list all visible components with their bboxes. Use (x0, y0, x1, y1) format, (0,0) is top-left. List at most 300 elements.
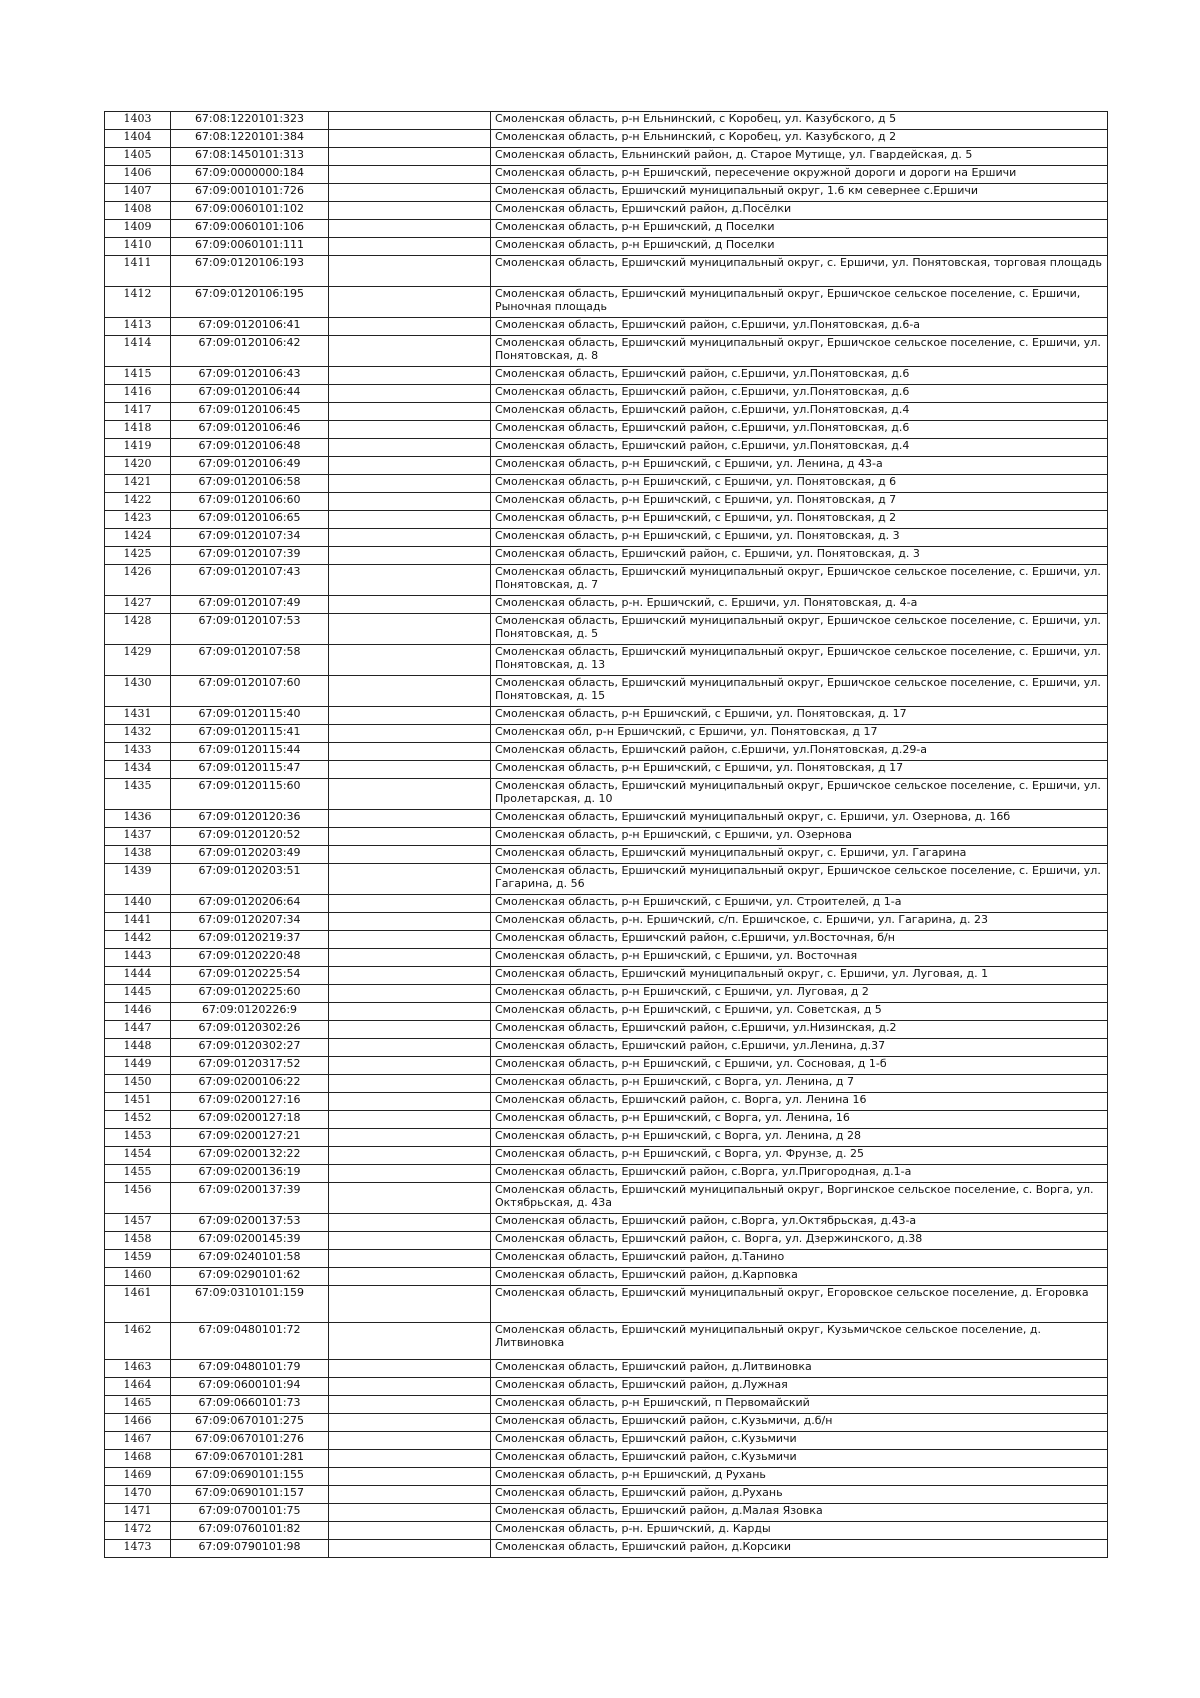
table-row (105, 421, 1108, 439)
table-row (105, 220, 1108, 238)
address-cell: Смоленская область, Ершичский район, д.Танино (491, 1250, 1108, 1268)
table-row (105, 761, 1108, 779)
cadastral-number-cell: 67:09:0120106:45 (171, 403, 329, 421)
row-number-cell: 1460 (105, 1268, 171, 1286)
blank-cell (329, 385, 491, 403)
cadastral-number-cell: 67:09:0670101:275 (171, 1414, 329, 1432)
cadastral-number-cell: 67:09:0120106:193 (171, 256, 329, 287)
blank-cell (329, 1021, 491, 1039)
table-row (105, 864, 1108, 895)
table-row (105, 202, 1108, 220)
blank-cell (329, 949, 491, 967)
address-cell: Смоленская область, р-н. Ершичский, с. Ершичи, ул. Понятовская, д. 4-а (491, 596, 1108, 614)
address-cell: Смоленская область, р-н Ельнинский, с Коробец, ул. Казубского, д 5 (491, 112, 1108, 130)
row-number-cell: 1472 (105, 1522, 171, 1540)
cadastral-number-cell: 67:09:0480101:72 (171, 1323, 329, 1360)
table-row (105, 1432, 1108, 1450)
address-cell: Смоленская область, Ершичский район, с.Ершичи, ул.Понятовская, д.6-а (491, 318, 1108, 336)
row-number-cell: 1431 (105, 707, 171, 725)
table-row (105, 1414, 1108, 1432)
table-row (105, 596, 1108, 614)
table-row (105, 645, 1108, 676)
address-cell: Смоленская область, Ершичский муниципальный округ, Егоровское сельское поселение, д. Егоровка (491, 1286, 1108, 1323)
cadastral-number-cell: 67:09:0120115:41 (171, 725, 329, 743)
cadastral-number-cell: 67:09:0120107:53 (171, 614, 329, 645)
row-number-cell: 1470 (105, 1486, 171, 1504)
address-cell: Смоленская область, Ершичский муниципальный округ, с. Ершичи, ул. Понятовская, торговая площадь (491, 256, 1108, 287)
blank-cell (329, 220, 491, 238)
address-cell: Смоленская область, Ершичский муниципальный округ, Кузьмичское сельское поселение, д. Литвиновка (491, 1323, 1108, 1360)
address-cell: Смоленская область, р-н Ершичский, с Ершичи, ул. Понятовская, д 2 (491, 511, 1108, 529)
blank-cell (329, 1003, 491, 1021)
cadastral-number-cell: 67:09:0120106:195 (171, 287, 329, 318)
table-row (105, 810, 1108, 828)
table-row (105, 511, 1108, 529)
address-cell: Смоленская область, р-н Ершичский, с Ершичи, ул. Озернова (491, 828, 1108, 846)
blank-cell (329, 1522, 491, 1540)
row-number-cell: 1441 (105, 913, 171, 931)
row-number-cell: 1403 (105, 112, 171, 130)
table-row (105, 1268, 1108, 1286)
blank-cell (329, 1147, 491, 1165)
cadastral-number-cell: 67:09:0120107:39 (171, 547, 329, 565)
table-row (105, 367, 1108, 385)
blank-cell (329, 645, 491, 676)
table-row (105, 1250, 1108, 1268)
table-row (105, 1075, 1108, 1093)
cadastral-number-cell: 67:09:0120302:27 (171, 1039, 329, 1057)
row-number-cell: 1405 (105, 148, 171, 166)
cadastral-number-cell: 67:08:1450101:313 (171, 148, 329, 166)
table-row (105, 287, 1108, 318)
table-row (105, 336, 1108, 367)
table-row (105, 493, 1108, 511)
address-cell: Смоленская область, р-н Ершичский, с Ершичи, ул. Строителей, д 1-а (491, 895, 1108, 913)
blank-cell (329, 1250, 491, 1268)
cadastral-number-cell: 67:09:0120219:37 (171, 931, 329, 949)
blank-cell (329, 367, 491, 385)
cadastral-number-cell: 67:09:0120106:46 (171, 421, 329, 439)
row-number-cell: 1443 (105, 949, 171, 967)
address-cell: Смоленская область, Ершичский муниципальный округ, с. Ершичи, ул. Гагарина (491, 846, 1108, 864)
cadastral-number-cell: 67:09:0600101:94 (171, 1378, 329, 1396)
cadastral-number-cell: 67:08:1220101:384 (171, 130, 329, 148)
row-number-cell: 1423 (105, 511, 171, 529)
address-cell: Смоленская область, Ершичский муниципальный округ, Ершичское сельское поселение, с. Ершичи, Рыночная площадь (491, 287, 1108, 318)
address-cell: Смоленская область, Ершичский район, д.Карповка (491, 1268, 1108, 1286)
row-number-cell: 1436 (105, 810, 171, 828)
cadastral-number-cell: 67:09:0120220:48 (171, 949, 329, 967)
blank-cell (329, 493, 491, 511)
table-row (105, 1003, 1108, 1021)
blank-cell (329, 1360, 491, 1378)
row-number-cell: 1467 (105, 1432, 171, 1450)
row-number-cell: 1473 (105, 1540, 171, 1558)
row-number-cell: 1447 (105, 1021, 171, 1039)
row-number-cell: 1422 (105, 493, 171, 511)
blank-cell (329, 511, 491, 529)
table-row (105, 475, 1108, 493)
row-number-cell: 1461 (105, 1286, 171, 1323)
cadastral-number-cell: 67:09:0670101:281 (171, 1450, 329, 1468)
table-row (105, 1396, 1108, 1414)
row-number-cell: 1413 (105, 318, 171, 336)
table-row (105, 1286, 1108, 1323)
table-row (105, 457, 1108, 475)
row-number-cell: 1430 (105, 676, 171, 707)
cadastral-number-cell: 67:09:0480101:79 (171, 1360, 329, 1378)
cadastral-number-cell: 67:09:0120225:54 (171, 967, 329, 985)
blank-cell (329, 1075, 491, 1093)
address-cell: Смоленская область, р-н Ершичский, п Первомайский (491, 1396, 1108, 1414)
table-row (105, 1504, 1108, 1522)
cadastral-number-cell: 67:09:0200127:18 (171, 1111, 329, 1129)
cadastral-number-cell: 67:09:0700101:75 (171, 1504, 329, 1522)
table-row (105, 565, 1108, 596)
cadastral-number-cell: 67:09:0060101:106 (171, 220, 329, 238)
address-cell: Смоленская область, Ершичский район, д.Малая Язовка (491, 1504, 1108, 1522)
row-number-cell: 1429 (105, 645, 171, 676)
blank-cell (329, 779, 491, 810)
address-cell: Смоленская область, Ершичский район, с.Кузьмичи, д.б/н (491, 1414, 1108, 1432)
cadastral-number-cell: 67:09:0120302:26 (171, 1021, 329, 1039)
table-row (105, 707, 1108, 725)
blank-cell (329, 1214, 491, 1232)
row-number-cell: 1411 (105, 256, 171, 287)
address-cell: Смоленская область, Ершичский район, с.Ершичи, ул.Понятовская, д.4 (491, 439, 1108, 457)
table-row (105, 439, 1108, 457)
address-cell: Смоленская область, Ершичский район, с.Ершичи, ул.Понятовская, д.6 (491, 385, 1108, 403)
address-cell: Смоленская область, р-н Ершичский, пересечение окружной дороги и дороги на Ершичи (491, 166, 1108, 184)
cadastral-number-cell: 67:09:0690101:157 (171, 1486, 329, 1504)
blank-cell (329, 1232, 491, 1250)
row-number-cell: 1425 (105, 547, 171, 565)
row-number-cell: 1421 (105, 475, 171, 493)
table-row (105, 1093, 1108, 1111)
blank-cell (329, 403, 491, 421)
row-number-cell: 1464 (105, 1378, 171, 1396)
table-row (105, 1165, 1108, 1183)
cadastral-number-cell: 67:09:0120203:51 (171, 864, 329, 895)
address-cell: Смоленская область, р-н. Ершичский, д. Карды (491, 1522, 1108, 1540)
address-cell: Смоленская область, Ершичский район, д.Корсики (491, 1540, 1108, 1558)
address-cell: Смоленская область, Ершичский район, с.Ершичи, ул.Понятовская, д.6 (491, 367, 1108, 385)
blank-cell (329, 336, 491, 367)
blank-cell (329, 1468, 491, 1486)
table-row (105, 1468, 1108, 1486)
address-cell: Смоленская область, Ершичский муниципальный округ, Ершичское сельское поселение, с. Ершичи, ул. Понятовская, д. 15 (491, 676, 1108, 707)
address-cell: Смоленская область, Ершичский муниципальный округ, Ершичское сельское поселение, с. Ершичи, ул. Понятовская, д. 13 (491, 645, 1108, 676)
cadastral-number-cell: 67:09:0200132:22 (171, 1147, 329, 1165)
address-cell: Смоленская область, р-н Ершичский, с Ершичи, ул. Ленина, д 43-а (491, 457, 1108, 475)
table-row (105, 1214, 1108, 1232)
blank-cell (329, 931, 491, 949)
address-cell: Смоленская область, Ершичский район, д.Посёлки (491, 202, 1108, 220)
address-cell: Смоленская область, Ершичский муниципальный округ, Ершичское сельское поселение, с. Ершичи, ул. Пролетарская, д. 10 (491, 779, 1108, 810)
address-cell: Смоленская область, Ершичский муниципальный округ, Ершичское сельское поселение, с. Ершичи, ул. Понятовская, д. 5 (491, 614, 1108, 645)
blank-cell (329, 529, 491, 547)
blank-cell (329, 565, 491, 596)
address-cell: Смоленская область, Ершичский муниципальный округ, 1.6 км севернее с.Ершичи (491, 184, 1108, 202)
blank-cell (329, 475, 491, 493)
table-row (105, 1147, 1108, 1165)
table-row (105, 238, 1108, 256)
table-row (105, 931, 1108, 949)
row-number-cell: 1450 (105, 1075, 171, 1093)
cadastral-number-cell: 67:09:0120203:49 (171, 846, 329, 864)
cadastral-number-cell: 67:09:0240101:58 (171, 1250, 329, 1268)
blank-cell (329, 547, 491, 565)
address-cell: Смоленская область, Ершичский район, с.Ершичи, ул.Восточная, б/н (491, 931, 1108, 949)
table-row (105, 828, 1108, 846)
table-row (105, 318, 1108, 336)
row-number-cell: 1434 (105, 761, 171, 779)
row-number-cell: 1452 (105, 1111, 171, 1129)
cadastral-number-cell: 67:09:0120115:47 (171, 761, 329, 779)
blank-cell (329, 743, 491, 761)
row-number-cell: 1419 (105, 439, 171, 457)
cadastral-number-cell: 67:09:0120226:9 (171, 1003, 329, 1021)
address-cell: Смоленская область, р-н Ершичский, с Ершичи, ул. Понятовская, д. 3 (491, 529, 1108, 547)
table-row (105, 385, 1108, 403)
row-number-cell: 1446 (105, 1003, 171, 1021)
table-row (105, 148, 1108, 166)
address-cell: Смоленская область, р-н Ельнинский, с Коробец, ул. Казубского, д 2 (491, 130, 1108, 148)
row-number-cell: 1427 (105, 596, 171, 614)
table-row (105, 1486, 1108, 1504)
cadastral-number-cell: 67:09:0670101:276 (171, 1432, 329, 1450)
row-number-cell: 1428 (105, 614, 171, 645)
row-number-cell: 1445 (105, 985, 171, 1003)
blank-cell (329, 457, 491, 475)
address-cell: Смоленская область, р-н Ершичский, с Ершичи, ул. Луговая, д 2 (491, 985, 1108, 1003)
table-row (105, 256, 1108, 287)
blank-cell (329, 1165, 491, 1183)
address-cell: Смоленская область, Ершичский район, с.Ершичи, ул.Понятовская, д.4 (491, 403, 1108, 421)
row-number-cell: 1455 (105, 1165, 171, 1183)
table-row (105, 1323, 1108, 1360)
cadastral-number-cell: 67:09:0120120:36 (171, 810, 329, 828)
blank-cell (329, 1450, 491, 1468)
table-row (105, 1129, 1108, 1147)
address-cell: Смоленская область, Ершичский район, с. Ершичи, ул. Понятовская, д. 3 (491, 547, 1108, 565)
row-number-cell: 1432 (105, 725, 171, 743)
row-number-cell: 1414 (105, 336, 171, 367)
row-number-cell: 1439 (105, 864, 171, 895)
blank-cell (329, 614, 491, 645)
address-cell: Смоленская область, Ершичский муниципальный округ, Ершичское сельское поселение, с. Ершичи, ул. Понятовская, д. 7 (491, 565, 1108, 596)
table-row (105, 1232, 1108, 1250)
address-cell: Смоленская обл, р-н Ершичский, с Ершичи, ул. Понятовская, д 17 (491, 725, 1108, 743)
cadastral-number-cell: 67:09:0120120:52 (171, 828, 329, 846)
blank-cell (329, 1486, 491, 1504)
blank-cell (329, 828, 491, 846)
cadastral-number-cell: 67:09:0660101:73 (171, 1396, 329, 1414)
table-row (105, 130, 1108, 148)
blank-cell (329, 166, 491, 184)
blank-cell (329, 1504, 491, 1522)
blank-cell (329, 1183, 491, 1214)
address-cell: Смоленская область, р-н Ершичский, с Ворга, ул. Ленина, д 28 (491, 1129, 1108, 1147)
blank-cell (329, 810, 491, 828)
address-cell: Смоленская область, Ершичский муниципальный округ, Ершичское сельское поселение, с. Ершичи, ул. Понятовская, д. 8 (491, 336, 1108, 367)
row-number-cell: 1418 (105, 421, 171, 439)
row-number-cell: 1433 (105, 743, 171, 761)
cadastral-number-cell: 67:09:0120106:42 (171, 336, 329, 367)
row-number-cell: 1407 (105, 184, 171, 202)
blank-cell (329, 421, 491, 439)
cadastral-number-cell: 67:09:0120317:52 (171, 1057, 329, 1075)
table-row (105, 1540, 1108, 1558)
blank-cell (329, 985, 491, 1003)
row-number-cell: 1412 (105, 287, 171, 318)
table-row (105, 1360, 1108, 1378)
blank-cell (329, 1540, 491, 1558)
table-row (105, 967, 1108, 985)
address-cell: Смоленская область, Ершичский район, с. Ворга, ул. Ленина 16 (491, 1093, 1108, 1111)
address-cell: Смоленская область, Ершичский район, с.Ершичи, ул.Понятовская, д.29-а (491, 743, 1108, 761)
cadastral-number-cell: 67:09:0120115:60 (171, 779, 329, 810)
row-number-cell: 1437 (105, 828, 171, 846)
row-number-cell: 1409 (105, 220, 171, 238)
row-number-cell: 1440 (105, 895, 171, 913)
cadastral-number-cell: 67:09:0120106:43 (171, 367, 329, 385)
row-number-cell: 1456 (105, 1183, 171, 1214)
address-cell: Смоленская область, р-н Ершичский, д Рухань (491, 1468, 1108, 1486)
table-row (105, 184, 1108, 202)
cadastral-number-cell: 67:09:0200127:16 (171, 1093, 329, 1111)
address-cell: Смоленская область, р-н Ершичский, д Поселки (491, 220, 1108, 238)
table-row (105, 403, 1108, 421)
blank-cell (329, 1039, 491, 1057)
row-number-cell: 1454 (105, 1147, 171, 1165)
cadastral-number-cell: 67:09:0200145:39 (171, 1232, 329, 1250)
cadastral-number-cell: 67:09:0060101:111 (171, 238, 329, 256)
blank-cell (329, 725, 491, 743)
blank-cell (329, 913, 491, 931)
blank-cell (329, 184, 491, 202)
blank-cell (329, 707, 491, 725)
blank-cell (329, 148, 491, 166)
row-number-cell: 1417 (105, 403, 171, 421)
address-cell: Смоленская область, Ершичский район, д.Лужная (491, 1378, 1108, 1396)
row-number-cell: 1469 (105, 1468, 171, 1486)
table-row (105, 1111, 1108, 1129)
row-number-cell: 1459 (105, 1250, 171, 1268)
row-number-cell: 1449 (105, 1057, 171, 1075)
row-number-cell: 1463 (105, 1360, 171, 1378)
cadastral-number-cell: 67:09:0120106:65 (171, 511, 329, 529)
blank-cell (329, 256, 491, 287)
blank-cell (329, 1111, 491, 1129)
cadastral-number-cell: 67:09:0060101:102 (171, 202, 329, 220)
row-number-cell: 1408 (105, 202, 171, 220)
cadastral-number-cell: 67:09:0200136:19 (171, 1165, 329, 1183)
table-row (105, 676, 1108, 707)
row-number-cell: 1424 (105, 529, 171, 547)
row-number-cell: 1458 (105, 1232, 171, 1250)
cadastral-number-cell: 67:09:0120106:49 (171, 457, 329, 475)
row-number-cell: 1435 (105, 779, 171, 810)
blank-cell (329, 287, 491, 318)
address-cell: Смоленская область, Ершичский район, с.Ворга, ул.Октябрьская, д.43-а (491, 1214, 1108, 1232)
cadastral-table (104, 111, 1108, 1558)
blank-cell (329, 967, 491, 985)
blank-cell (329, 1378, 491, 1396)
table-row (105, 1378, 1108, 1396)
row-number-cell: 1451 (105, 1093, 171, 1111)
cadastral-number-cell: 67:09:0120107:34 (171, 529, 329, 547)
table-row (105, 1183, 1108, 1214)
table-row (105, 1450, 1108, 1468)
blank-cell (329, 130, 491, 148)
row-number-cell: 1462 (105, 1323, 171, 1360)
cadastral-number-cell: 67:09:0120107:43 (171, 565, 329, 596)
address-cell: Смоленская область, р-н Ершичский, с Ершичи, ул. Понятовская, д 6 (491, 475, 1108, 493)
blank-cell (329, 1396, 491, 1414)
row-number-cell: 1415 (105, 367, 171, 385)
address-cell: Смоленская область, Ельнинский район, д. Старое Мутище, ул. Гвардейская, д. 5 (491, 148, 1108, 166)
address-cell: Смоленская область, р-н Ершичский, с Ворга, ул. Ленина, д 7 (491, 1075, 1108, 1093)
cadastral-number-cell: 67:09:0790101:98 (171, 1540, 329, 1558)
row-number-cell: 1416 (105, 385, 171, 403)
blank-cell (329, 1057, 491, 1075)
address-cell: Смоленская область, р-н Ершичский, с Ершичи, ул. Понятовская, д 17 (491, 761, 1108, 779)
blank-cell (329, 676, 491, 707)
blank-cell (329, 761, 491, 779)
cadastral-number-cell: 67:09:0290101:62 (171, 1268, 329, 1286)
address-cell: Смоленская область, р-н Ершичский, с Ершичи, ул. Понятовская, д 7 (491, 493, 1108, 511)
cadastral-number-cell: 67:09:0120107:49 (171, 596, 329, 614)
address-cell: Смоленская область, р-н Ершичский, с Ворга, ул. Фрунзе, д. 25 (491, 1147, 1108, 1165)
table-row (105, 985, 1108, 1003)
table-row (105, 743, 1108, 761)
cadastral-number-cell: 67:09:0120106:41 (171, 318, 329, 336)
cadastral-number-cell: 67:09:0120107:58 (171, 645, 329, 676)
cadastral-number-cell: 67:09:0010101:726 (171, 184, 329, 202)
address-cell: Смоленская область, Ершичский район, с. Ворга, ул. Дзержинского, д.38 (491, 1232, 1108, 1250)
cadastral-number-cell: 67:09:0200137:39 (171, 1183, 329, 1214)
address-cell: Смоленская область, Ершичский район, д.Рухань (491, 1486, 1108, 1504)
address-cell: Смоленская область, Ершичский район, с.Кузьмичи (491, 1432, 1108, 1450)
table-row (105, 529, 1108, 547)
address-cell: Смоленская область, р-н Ершичский, д Поселки (491, 238, 1108, 256)
cadastral-number-cell: 67:09:0120207:34 (171, 913, 329, 931)
table-row (105, 1039, 1108, 1057)
row-number-cell: 1457 (105, 1214, 171, 1232)
row-number-cell: 1410 (105, 238, 171, 256)
row-number-cell: 1444 (105, 967, 171, 985)
row-number-cell: 1453 (105, 1129, 171, 1147)
cadastral-number-cell: 67:09:0120225:60 (171, 985, 329, 1003)
address-cell: Смоленская область, р-н Ершичский, с Ворга, ул. Ленина, 16 (491, 1111, 1108, 1129)
cadastral-number-cell: 67:09:0120115:40 (171, 707, 329, 725)
table-row (105, 112, 1108, 130)
table-row (105, 913, 1108, 931)
address-cell: Смоленская область, Ершичский район, с.Ершичи, ул.Низинская, д.2 (491, 1021, 1108, 1039)
address-cell: Смоленская область, Ершичский муниципальный округ, Воргинское сельское поселение, с. Ворга, ул. Октябрьская, д. 43а (491, 1183, 1108, 1214)
table-row (105, 1522, 1108, 1540)
address-cell: Смоленская область, Ершичский муниципальный округ, Ершичское сельское поселение, с. Ершичи, ул. Гагарина, д. 56 (491, 864, 1108, 895)
cadastral-number-cell: 67:09:0120206:64 (171, 895, 329, 913)
row-number-cell: 1438 (105, 846, 171, 864)
address-cell: Смоленская область, р-н Ершичский, с Ершичи, ул. Сосновая, д 1-б (491, 1057, 1108, 1075)
table-body (105, 112, 1108, 1558)
cadastral-number-cell: 67:09:0310101:159 (171, 1286, 329, 1323)
cadastral-number-cell: 67:09:0120106:60 (171, 493, 329, 511)
blank-cell (329, 318, 491, 336)
table-row (105, 1057, 1108, 1075)
